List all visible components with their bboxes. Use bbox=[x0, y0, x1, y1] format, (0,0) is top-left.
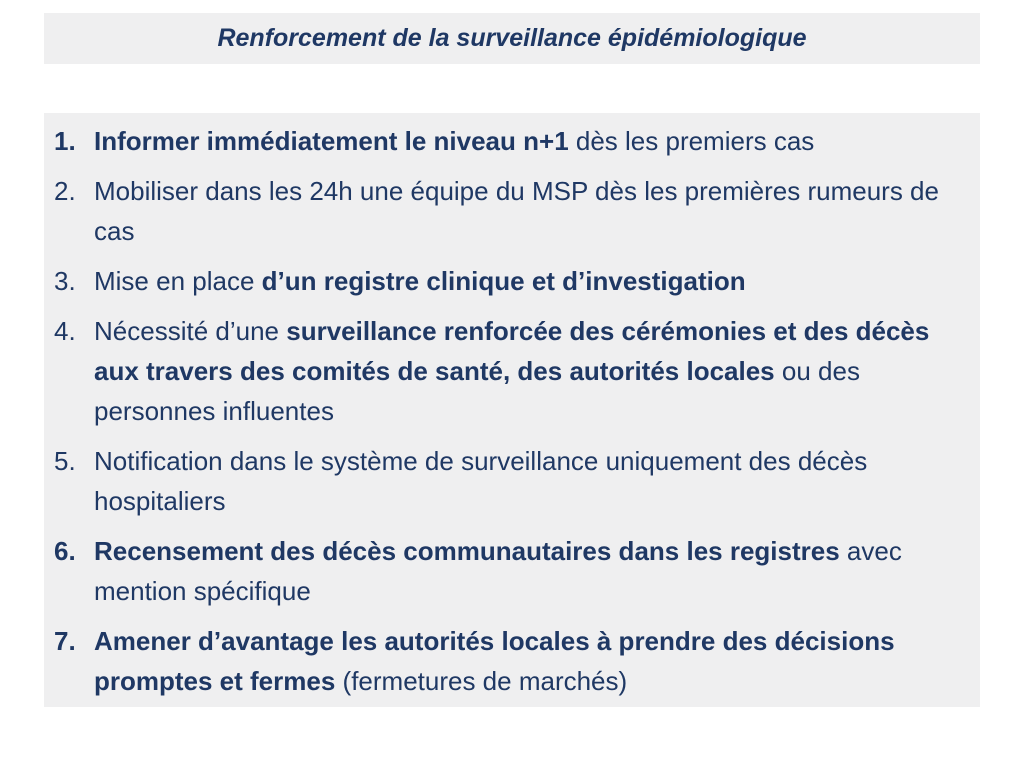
item-text bbox=[94, 441, 960, 521]
item-number: 4. bbox=[54, 316, 76, 346]
item-text-bold: surveillance renforcée des cérémonies et des décès aux travers des comités de santé, des autorités locales bbox=[94, 316, 930, 386]
item-text bbox=[94, 261, 960, 301]
item-text bbox=[94, 531, 960, 611]
item-text bbox=[94, 621, 960, 701]
item-text-bold: Informer immédiatement le niveau n+1 bbox=[94, 126, 569, 156]
list-item bbox=[54, 621, 960, 701]
item-text-regular: dès les premiers cas bbox=[568, 126, 815, 156]
item-text-regular: (fermetures de marchés) bbox=[335, 666, 628, 696]
slide-title: Renforcement de la surveillance épidémiologique bbox=[217, 24, 807, 52]
item-number: 1. bbox=[54, 126, 76, 156]
item-text-bold: Amener d’avantage les autorités locales à prendre des décisions promptes et fermes bbox=[94, 626, 895, 696]
item-text-regular: ou des personnes influentes bbox=[94, 356, 860, 426]
list-item bbox=[54, 171, 960, 251]
list-item bbox=[54, 121, 960, 161]
item-text-bold: Recensement des décès communautaires dans les registres bbox=[94, 536, 840, 566]
item-text-regular: Nécessité d’une bbox=[94, 316, 287, 346]
item-number: 6. bbox=[54, 536, 76, 566]
item-number: 7. bbox=[54, 626, 76, 656]
item-number: 2. bbox=[54, 176, 76, 206]
content-box bbox=[44, 113, 980, 707]
item-text-regular: Notification dans le système de surveillance uniquement des décès hospitaliers bbox=[94, 446, 868, 516]
list-item bbox=[54, 441, 960, 521]
item-text bbox=[94, 311, 960, 431]
title-bar bbox=[44, 13, 980, 64]
item-text-regular: avec mention spécifique bbox=[94, 536, 902, 606]
item-text-bold: d’un registre clinique et d’investigation bbox=[261, 266, 746, 296]
item-text-regular: Mobiliser dans les 24h une équipe du MSP dès les premières rumeurs de cas bbox=[94, 176, 939, 246]
item-number: 5. bbox=[54, 446, 76, 476]
list-item bbox=[54, 261, 960, 301]
list-item bbox=[54, 311, 960, 431]
item-text-regular: Mise en place bbox=[94, 266, 262, 296]
item-text bbox=[94, 121, 960, 161]
item-text bbox=[94, 171, 960, 251]
item-number: 3. bbox=[54, 266, 76, 296]
list-item bbox=[54, 531, 960, 611]
